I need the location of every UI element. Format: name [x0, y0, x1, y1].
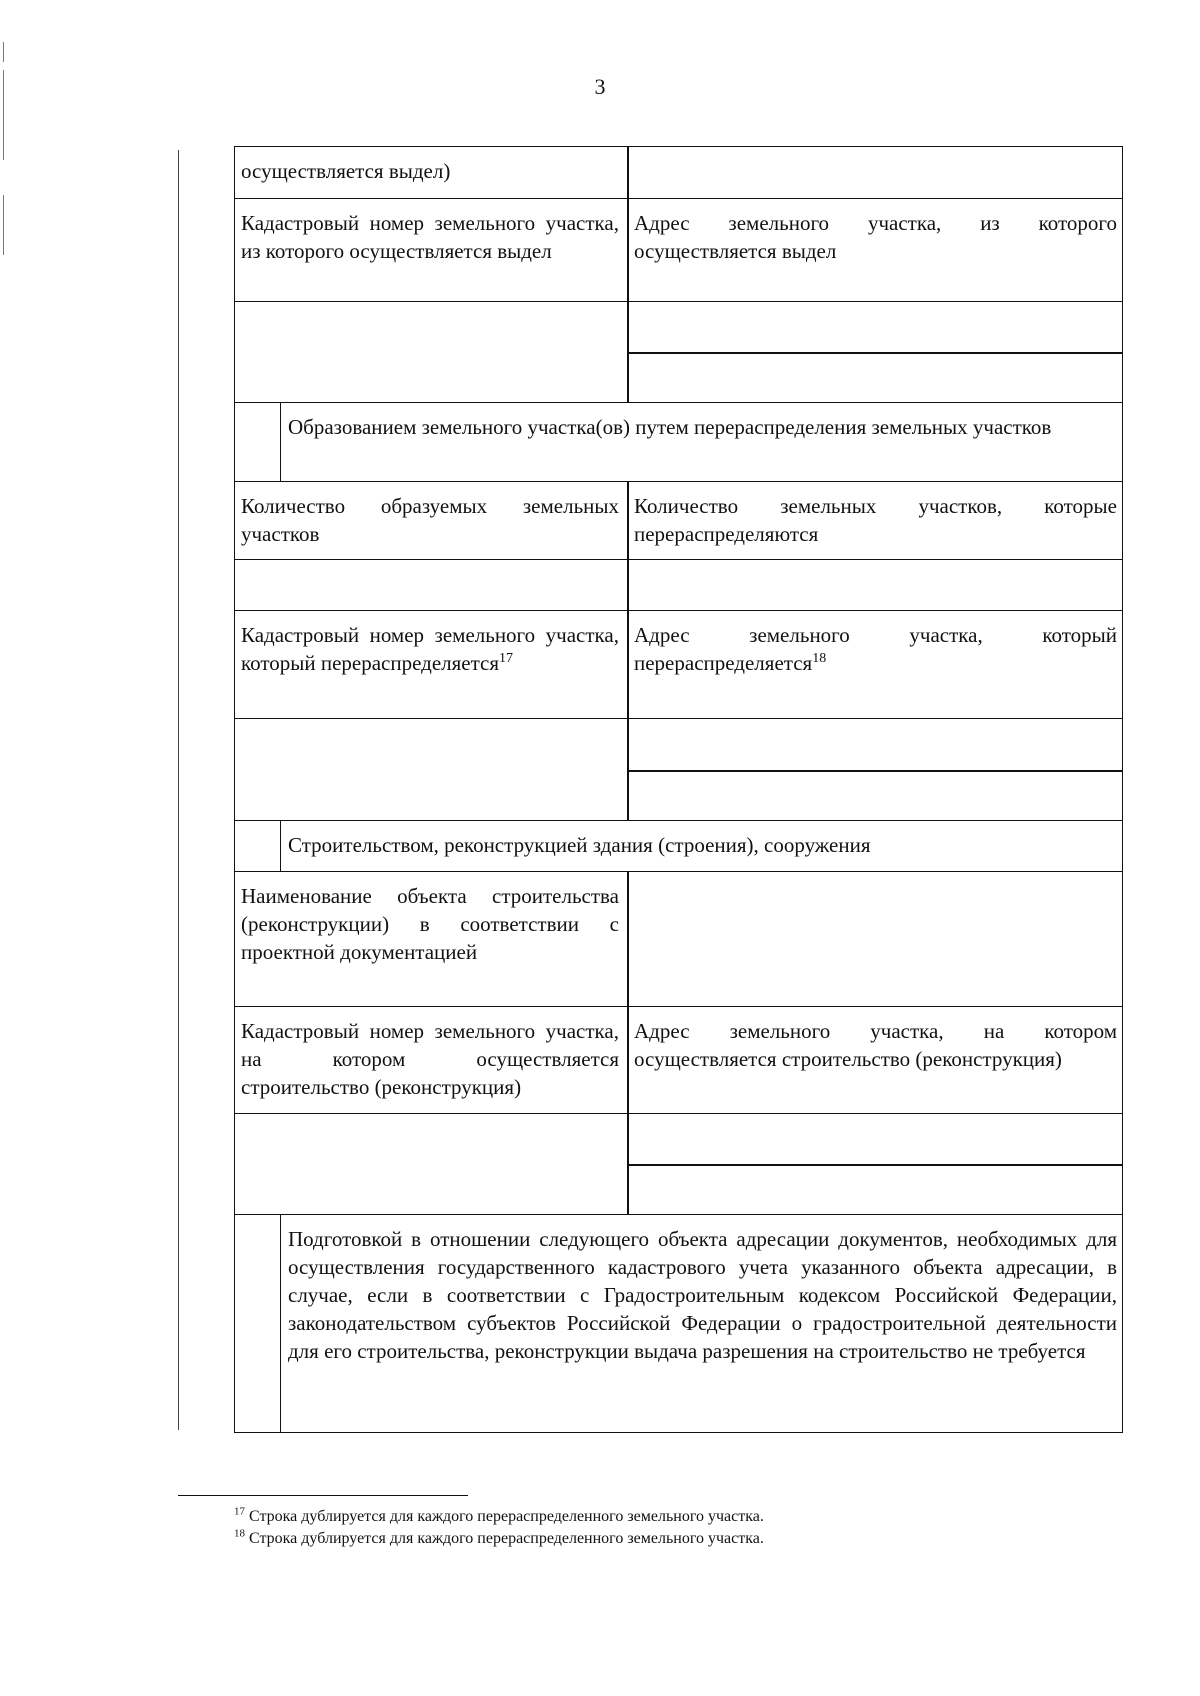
object-name-label: Наименование объекта строительства (реконструкции) в соответствии с проектной документацией	[241, 884, 619, 964]
section-row-document-preparation	[234, 1214, 1123, 1433]
section-checkbox[interactable]	[235, 403, 281, 481]
footnote-ref: 18	[812, 651, 827, 666]
table-row-blank	[234, 718, 1123, 820]
label-cell: осуществляется выдел)	[241, 159, 451, 183]
binding-margin-line	[178, 150, 179, 1430]
footnote: $^{18}$ Строка дублируется для каждого перераспределенного земельного участка.	[234, 1527, 764, 1547]
scan-edge-mark	[3, 195, 4, 255]
address-label: Адрес земельного участка, на котором осуществляется строительство (реконструкция)	[634, 1019, 1117, 1071]
section-row-redistribution	[234, 402, 1123, 481]
cadastral-number-label: Кадастровый номер земельного участка, который перераспределяется$^{17}$	[241, 623, 619, 675]
table-row-blank	[234, 559, 1123, 610]
section-title: Образованием земельного участка(ов) путем перераспределения земельных участков	[288, 415, 1052, 439]
section-row-construction	[234, 820, 1123, 871]
table-row	[234, 1006, 1123, 1113]
section-checkbox[interactable]	[235, 821, 281, 871]
table-row	[234, 146, 1123, 198]
page-number: 3	[594, 74, 606, 99]
address-label: Адрес земельного участка, который перераспределяется$^{18}$	[634, 623, 1117, 675]
section-title: Подготовкой в отношении следующего объекта адресации документов, необходимых для осуществления государственного кадастрового учета указанного объекта адресации, в случае, если в соответствии с Градостроительным кодексом Российской Федерации, законодательством субъектов Российской Федерации о градостроительной деятельности для его строительства, реконструкции выдача разрешения на строительство не требуется	[288, 1227, 1117, 1363]
footnote: $^{17}$ Строка дублируется для каждого перераспределенного земельного участка.	[234, 1505, 764, 1525]
section-title: Строительством, реконструкцией здания (строения), сооружения	[288, 833, 871, 857]
table-row-blank	[234, 1113, 1123, 1214]
cadastral-number-label: Кадастровый номер земельного участка, на котором осуществляется строительство (реконструкция)	[241, 1019, 619, 1099]
table-row-blank	[234, 301, 1123, 402]
footnote-ref: 17	[499, 651, 514, 666]
address-label: Адрес земельного участка, из которого осуществляется выдел	[634, 211, 1117, 263]
section-checkbox[interactable]	[235, 1215, 281, 1432]
scan-edge-mark	[3, 42, 4, 62]
cadastral-number-label: Кадастровый номер земельного участка, из которого осуществляется выдел	[241, 211, 619, 263]
footnote-separator	[178, 1495, 468, 1496]
plots-redistributed-count-label: Количество земельных участков, которые перераспределяются	[634, 494, 1117, 546]
plots-formed-count-label: Количество образуемых земельных участков	[241, 494, 619, 546]
table-row	[234, 481, 1123, 559]
scan-edge-mark	[3, 70, 4, 160]
table-row	[234, 610, 1123, 718]
table-row	[234, 871, 1123, 1006]
table-row	[234, 198, 1123, 301]
